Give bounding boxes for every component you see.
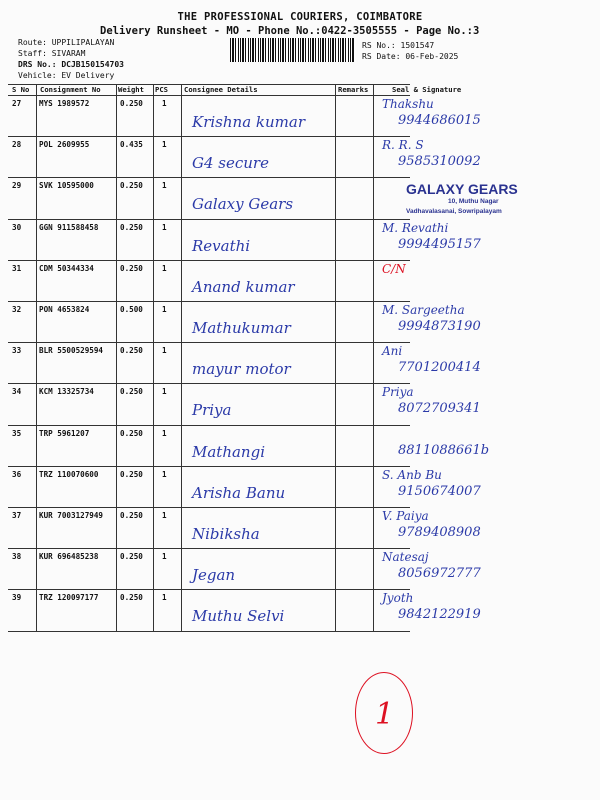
- handwritten-phone: 9585310092: [398, 154, 481, 170]
- row-divider: [8, 177, 410, 178]
- handwritten-signature: Thakshu: [382, 97, 434, 111]
- row-sno: 37: [12, 511, 22, 520]
- row-pcs: 1: [162, 428, 167, 438]
- row-consignment: MYS 1989572: [39, 99, 90, 108]
- row-sno: 32: [12, 305, 22, 314]
- handwritten-signature: M. Revathi: [382, 220, 449, 235]
- handwritten-consignee: Galaxy Gears: [192, 195, 294, 214]
- company-title: THE PROFESSIONAL COURIERS, COIMBATORE: [177, 11, 423, 23]
- row-weight: 0.250: [120, 511, 143, 520]
- stamp-address-line: 10, Muthu Nagar: [448, 198, 499, 205]
- handwritten-phone: 8811088661b: [398, 442, 490, 458]
- col-divider: [153, 84, 154, 632]
- row-divider: [8, 383, 410, 384]
- row-consignment: PON 4653824: [39, 305, 90, 314]
- col-header-weight: Weight: [118, 85, 144, 94]
- row-divider: [8, 466, 410, 467]
- handwritten-consignee: Priya: [192, 401, 232, 420]
- row-sno: 29: [12, 181, 22, 191]
- row-weight: 0.250: [120, 387, 143, 397]
- row-consignment: CDM 50344334: [39, 263, 94, 273]
- col-divider: [373, 84, 374, 632]
- handwritten-signature: C/N: [382, 261, 406, 276]
- rs-date: RS Date: 06-Feb-2025: [362, 52, 459, 61]
- row-divider: [8, 631, 410, 632]
- handwritten-phone: 8072709341: [398, 401, 481, 417]
- col-divider: [116, 84, 117, 632]
- row-pcs: 1: [162, 387, 167, 397]
- handwritten-signature: R. R. S: [382, 138, 424, 153]
- row-weight: 0.250: [120, 428, 143, 438]
- handwritten-signature: Priya: [382, 385, 414, 400]
- row-consignment: TRP 5961207: [39, 428, 90, 438]
- handwritten-phone: 9994495157: [398, 236, 481, 252]
- handwritten-consignee: G4 secure: [192, 154, 269, 173]
- row-sno: 35: [12, 428, 22, 438]
- handwritten-consignee: Revathi: [192, 236, 251, 255]
- staff-label: Staff: SIVARAM: [18, 49, 86, 58]
- route-label: Route: UPPILIPALAYAN: [18, 38, 115, 47]
- row-consignment: KCM 13325734: [39, 387, 94, 397]
- row-divider: [8, 301, 410, 302]
- row-pcs: 1: [162, 99, 167, 108]
- handwritten-consignee: Anand kumar: [192, 277, 295, 296]
- runsheet-subtitle: Delivery Runsheet - MO - Phone No.:0422-3505555 - Page No.:3: [100, 25, 480, 37]
- row-divider: [8, 342, 410, 343]
- handwritten-consignee: Mathukumar: [192, 319, 291, 337]
- col-divider: [36, 84, 37, 632]
- row-sno: 30: [12, 222, 22, 232]
- rs-number: RS No.: 1501547: [362, 41, 435, 50]
- handwritten-signature: V. Paiya: [382, 509, 429, 523]
- row-divider: [8, 507, 410, 508]
- table-header-border: [8, 95, 410, 96]
- row-divider: [8, 219, 410, 220]
- col-divider: [335, 84, 336, 632]
- stamp-address-line: Vadhavalasanai, Sowripalayam: [406, 208, 502, 215]
- row-weight: 0.250: [120, 99, 143, 108]
- handwritten-consignee: Krishna kumar: [192, 113, 305, 131]
- row-divider: [8, 260, 410, 261]
- row-weight: 0.250: [120, 222, 143, 232]
- row-pcs: 1: [162, 222, 167, 232]
- row-weight: 0.500: [120, 305, 143, 314]
- col-header-consignment: Consignment No: [40, 85, 101, 94]
- row-pcs: 1: [162, 140, 167, 150]
- handwritten-phone: 8056972777: [398, 566, 481, 582]
- row-consignment: POL 2609955: [39, 140, 90, 150]
- row-divider: [8, 548, 410, 549]
- row-sno: 34: [12, 387, 22, 397]
- row-consignment: SVK 10595000: [39, 181, 94, 191]
- row-pcs: 1: [162, 346, 167, 356]
- handwritten-consignee: Arisha Banu: [192, 483, 286, 502]
- col-header-seal: Seal & Signature: [392, 85, 462, 94]
- row-weight: 0.250: [120, 469, 143, 479]
- barcode: [230, 38, 355, 62]
- col-header-remarks: Remarks: [338, 85, 369, 94]
- row-weight: 0.435: [120, 140, 143, 150]
- row-pcs: 1: [162, 552, 167, 562]
- row-weight: 0.250: [120, 181, 143, 191]
- row-pcs: 1: [162, 593, 167, 603]
- row-divider: [8, 589, 410, 590]
- row-pcs: 1: [162, 181, 167, 191]
- col-header-pcs: PCS: [155, 85, 168, 94]
- row-consignment: TRZ 110070600: [39, 469, 99, 479]
- handwritten-phone: 9944686015: [398, 113, 481, 128]
- handwritten-consignee: Jegan: [192, 566, 236, 585]
- handwritten-phone: 9994873190: [398, 319, 481, 334]
- row-sno: 28: [12, 140, 22, 150]
- handwritten-consignee: Nibiksha: [192, 525, 260, 543]
- handwritten-phone: 9789408908: [398, 525, 481, 540]
- handwritten-phone: 7701200414: [398, 360, 481, 376]
- handwritten-signature: Natesaj: [382, 550, 429, 565]
- row-sno: 38: [12, 552, 22, 562]
- drs-label: DRS No.: DCJB150154703: [18, 60, 124, 69]
- vehicle-label: Vehicle: EV Delivery: [18, 71, 115, 80]
- handwritten-signature: M. Sargeetha: [382, 303, 465, 317]
- row-divider: [8, 425, 410, 426]
- handwritten-signature: Ani: [382, 344, 403, 359]
- row-sno: 36: [12, 469, 22, 479]
- handwritten-phone: 9150674007: [398, 483, 481, 499]
- col-header-sno: S No: [12, 85, 30, 94]
- circled-number: 1: [375, 697, 395, 732]
- row-consignment: KUR 696485238: [39, 552, 99, 562]
- row-sno: 31: [12, 263, 22, 273]
- company-stamp: GALAXY GEARS: [406, 181, 518, 197]
- handwritten-signature: Jyoth: [382, 591, 414, 606]
- row-pcs: 1: [162, 469, 167, 479]
- col-divider: [181, 84, 182, 632]
- row-pcs: 1: [162, 511, 167, 520]
- col-header-consignee: Consignee Details: [184, 85, 258, 94]
- row-weight: 0.250: [120, 593, 143, 603]
- handwritten-consignee: Muthu Selvi: [192, 607, 285, 626]
- row-weight: 0.250: [120, 346, 143, 356]
- row-consignment: TRZ 120097177: [39, 593, 99, 603]
- row-weight: 0.250: [120, 263, 143, 273]
- row-divider: [8, 136, 410, 137]
- row-sno: 39: [12, 593, 22, 603]
- row-pcs: 1: [162, 263, 167, 273]
- row-sno: 33: [12, 346, 22, 356]
- row-consignment: BLR 5500529594: [39, 346, 104, 356]
- row-pcs: 1: [162, 305, 167, 314]
- handwritten-phone: 9842122919: [398, 607, 481, 623]
- handwritten-consignee: Mathangi: [192, 442, 265, 461]
- row-consignment: GGN 911588458: [39, 222, 99, 232]
- row-weight: 0.250: [120, 552, 143, 562]
- handwritten-consignee: mayur motor: [192, 360, 291, 379]
- handwritten-signature: S. Anb Bu: [382, 467, 442, 482]
- row-consignment: KUR 7003127949: [39, 511, 104, 520]
- row-sno: 27: [12, 99, 22, 108]
